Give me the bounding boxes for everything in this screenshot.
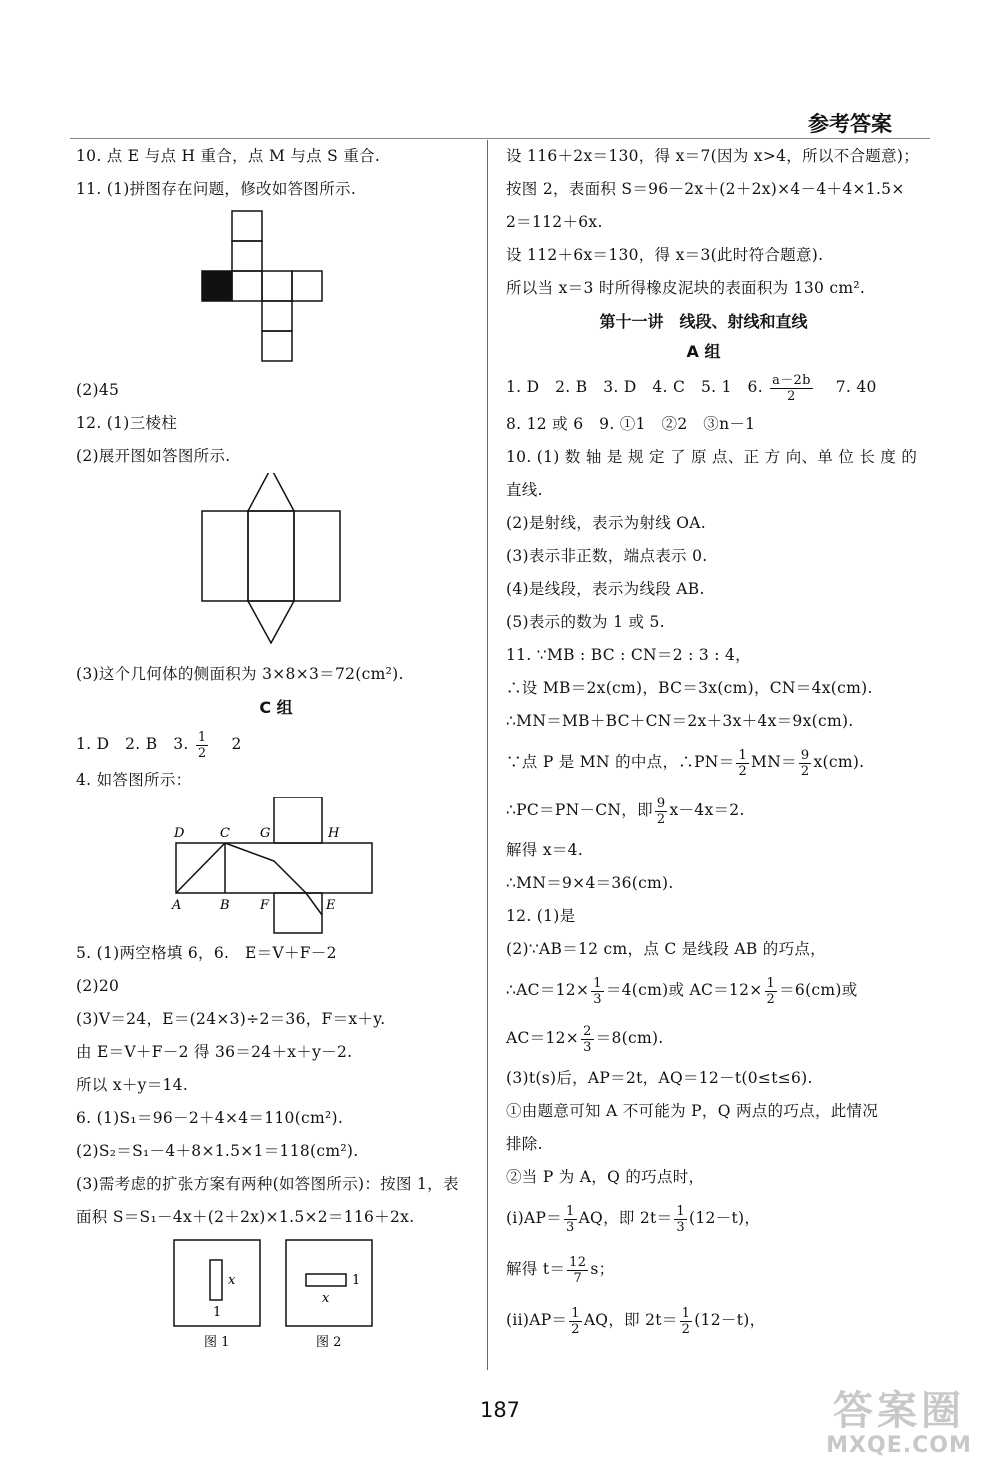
answer-text: x－4x＝2. <box>669 801 745 819</box>
fraction-denominator: 2 <box>656 811 666 827</box>
path-segment <box>176 843 225 893</box>
point-label-e: E <box>326 898 336 913</box>
fraction-numerator: 9 <box>800 747 810 763</box>
answer-line: (2)20 <box>76 977 120 995</box>
answer-line: 12. (1)是 <box>506 907 576 925</box>
fig2-rect <box>306 1274 346 1286</box>
answer-line: ∴MN＝9×4＝36(cm). <box>506 874 674 892</box>
answer-line: 5. (1)两空格填 6，6. E＝V＋F－2 <box>76 944 337 962</box>
net-bottom-face <box>274 893 322 933</box>
answer-text: (12－t)， <box>694 1311 766 1329</box>
answer-line: 所以当 x＝3 时所得橡皮泥块的表面积为 130 cm². <box>506 279 866 297</box>
group-title: A 组 <box>686 342 721 361</box>
net-square-filled <box>202 271 232 301</box>
watermark-url: MXQE.COM <box>826 1433 972 1458</box>
answer-text: (i)AP＝ <box>506 1209 562 1227</box>
group-title: C 组 <box>259 698 293 717</box>
fraction-numerator: 1 <box>738 747 748 763</box>
prism-net-svg <box>76 473 476 658</box>
fraction-denominator: 2 <box>197 745 207 761</box>
fraction-numerator: a－2b <box>772 372 811 388</box>
answer-line: (4)是线段，表示为线段 AB. <box>506 580 705 598</box>
figure-prism-net <box>76 473 476 658</box>
fraction-numerator: 9 <box>656 795 666 811</box>
fraction <box>569 1306 582 1337</box>
answer-text: 1. D 2. B 3. D 4. C 5. 1 6. <box>506 378 763 396</box>
prism-face <box>202 511 248 601</box>
net-square <box>232 241 262 271</box>
answer-line: (2)∵AB＝12 cm，点 C 是线段 AB 的巧点， <box>506 940 826 958</box>
fraction <box>655 796 668 827</box>
watermark-logo <box>824 1389 974 1458</box>
answer-text: ＝6(cm)或 <box>779 981 858 999</box>
fraction <box>765 976 778 1007</box>
answer-line: 排除. <box>506 1135 543 1153</box>
answer-line <box>506 786 901 834</box>
answer-line: ∴MN＝MB＋BC＋CN＝2x＋3x＋4x＝9x(cm). <box>506 712 854 730</box>
point-label-d: D <box>174 826 185 841</box>
cube-net-svg <box>76 206 476 374</box>
fraction-numerator: 1 <box>197 729 207 745</box>
answer-line: (3)t(s)后，AP＝2t，AQ＝12－t(0≤t≤6). <box>506 1069 813 1087</box>
answer-line <box>506 1296 901 1344</box>
fig2-label-1: 1 <box>352 1273 361 1288</box>
answer-line: (2)展开图如答图所示. <box>76 447 231 465</box>
answer-line: (3)V＝24，E＝(24×3)÷2＝36，F＝x＋y. <box>76 1010 386 1028</box>
fraction <box>196 730 209 761</box>
fraction-numerator: 1 <box>593 975 602 991</box>
answer-line: 10. (1) 数 轴 是 规 定 了 原 点、正 方 向、单 位 长 度 的 <box>506 448 918 466</box>
net-square <box>262 301 292 331</box>
header-rule <box>70 138 930 139</box>
answer-text: (ii)AP＝ <box>506 1311 568 1329</box>
fraction-numerator: 12 <box>569 1254 587 1270</box>
figure-expansion-options <box>76 1234 476 1354</box>
lecture-title: 第十一讲 线段、射线和直线 <box>599 312 808 331</box>
answer-text: AQ，即 2t＝ <box>578 1209 673 1227</box>
right-column <box>506 140 920 1344</box>
point-label-g: G <box>260 826 271 841</box>
answer-line: (3)这个几何体的侧面积为 3×8×3＝72(cm²). <box>76 665 404 683</box>
net-square <box>262 331 292 361</box>
fraction-denominator: 3 <box>565 1219 575 1235</box>
fig2-label-x: x <box>322 1291 330 1306</box>
fraction-denominator: 2 <box>787 388 796 404</box>
expansion-svg <box>76 1234 476 1354</box>
answer-line: 面积 S＝S₁－4x＋(2＋2x)×1.5×2＝116＋2x. <box>76 1208 415 1226</box>
answer-line: 由 E＝V＋F－2 得 36＝24＋x＋y－2. <box>76 1043 353 1061</box>
net-square <box>292 271 322 301</box>
fraction <box>680 1306 693 1337</box>
fraction-denominator: 2 <box>571 1321 580 1337</box>
prism-triangle-top <box>248 473 294 511</box>
point-label-a: A <box>172 898 182 913</box>
answer-text: 1. D 2. B 3. <box>76 735 189 753</box>
fraction-denominator: 2 <box>800 763 810 779</box>
answer-text: MN＝ <box>751 753 797 771</box>
fraction <box>799 748 812 779</box>
answer-line <box>506 1014 901 1062</box>
answer-line: 4. 如答图所示： <box>76 771 192 789</box>
answer-line: 设 116＋2x＝130，得 x＝7(因为 x>4，所以不合题意)； <box>506 147 920 165</box>
left-column <box>76 140 476 1354</box>
fraction-numerator: 1 <box>766 975 776 991</box>
answer-text: ∴AC＝12× <box>506 981 590 999</box>
answer-line: 11. ∵MB : BC : CN＝2 : 3 : 4， <box>506 646 751 664</box>
answer-line: ①由题意可知 A 不可能为 P，Q 两点的巧点，此情况 <box>506 1102 879 1120</box>
fig1-rect <box>210 1260 222 1300</box>
answer-text: 2 <box>215 735 242 753</box>
answer-text: 7. 40 <box>819 378 877 396</box>
fraction <box>674 1204 687 1235</box>
answer-text: AQ，即 2t＝ <box>583 1311 678 1329</box>
fraction <box>591 976 604 1007</box>
prism-triangle-bottom <box>248 601 294 643</box>
page-number: 187 <box>479 1398 521 1422</box>
point-label-b: B <box>220 898 230 913</box>
answer-text: ＝4(cm)或 AC＝12× <box>605 981 763 999</box>
net-strip <box>176 843 372 893</box>
net-square <box>262 271 292 301</box>
answer-line: 8. 12 或 6 9. ①1 ②2 ③n－1 <box>506 415 756 433</box>
answer-text: 解得 t＝ <box>506 1260 566 1278</box>
figure-labeled-net <box>76 797 476 937</box>
answer-line <box>506 1242 901 1296</box>
answer-line: (3)表示非正数，端点表示 0. <box>506 547 708 565</box>
fraction <box>736 748 749 779</box>
answer-line <box>506 738 901 786</box>
answer-text: x(cm). <box>813 753 865 771</box>
answer-line: 按图 2，表面积 S＝96－2x＋(2＋2x)×4－4＋4×1.5× <box>506 180 905 198</box>
fig1-caption: 图 1 <box>204 1335 230 1350</box>
prism-face <box>248 511 294 601</box>
answer-line <box>506 1194 901 1242</box>
fraction-denominator: 3 <box>676 1219 685 1235</box>
fig1-label-x: x <box>228 1273 236 1288</box>
fig2-caption: 图 2 <box>316 1335 342 1350</box>
answer-line: (2)是射线，表示为射线 OA. <box>506 514 707 532</box>
fig1-label-1: 1 <box>213 1305 222 1320</box>
answer-line: 10. 点 E 与点 H 重合，点 M 与点 S 重合. <box>76 147 381 165</box>
net-top-face <box>274 797 322 843</box>
page-header-title: 参考答案 <box>808 112 892 136</box>
answer-line: 解得 x＝4. <box>506 841 584 859</box>
answer-text: s； <box>590 1260 615 1278</box>
answer-text: ＝8(cm). <box>595 1029 664 1047</box>
fraction-denominator: 2 <box>738 763 748 779</box>
fraction <box>770 373 813 404</box>
answer-text: ∴PC＝PN－CN，即 <box>506 801 653 819</box>
answer-line <box>76 724 476 764</box>
fraction <box>581 1024 594 1055</box>
answer-line <box>506 366 901 408</box>
fraction-numerator: 2 <box>583 1023 592 1039</box>
fraction-denominator: 2 <box>766 991 776 1007</box>
answer-line: (2)S₂＝S₁－4＋8×1.5×1＝118(cm²). <box>76 1142 359 1160</box>
fraction-numerator: 1 <box>571 1305 580 1321</box>
answer-line: 2＝112＋6x. <box>506 213 603 231</box>
fraction-denominator: 3 <box>583 1039 592 1055</box>
fraction-numerator: 1 <box>565 1203 575 1219</box>
answer-line: 直线. <box>506 481 543 499</box>
fraction-denominator: 7 <box>573 1270 583 1286</box>
fraction-denominator: 2 <box>681 1321 691 1337</box>
fraction <box>567 1255 588 1286</box>
point-label-h: H <box>328 826 340 841</box>
fraction-numerator: 1 <box>681 1305 691 1321</box>
answer-line: (3)需考虑的扩张方案有两种(如答图所示)：按图 1，表 <box>76 1175 459 1193</box>
point-label-f: F <box>260 898 270 913</box>
answer-line: (2)45 <box>76 381 120 399</box>
answer-text: AC＝12× <box>506 1029 580 1047</box>
fraction <box>564 1204 577 1235</box>
prism-face <box>294 511 340 601</box>
net-square <box>232 271 262 301</box>
column-divider <box>487 140 488 1370</box>
answer-text: ∵点 P 是 MN 的中点，∴PN＝ <box>506 753 735 771</box>
answer-line: 11. (1)拼图存在问题，修改如答图所示. <box>76 180 357 198</box>
answer-line: ②当 P 为 A，Q 的巧点时， <box>506 1168 705 1186</box>
answer-line: 设 112＋6x＝130，得 x＝3(此时符合题意). <box>506 246 824 264</box>
net-square <box>232 211 262 241</box>
figure-cube-net <box>76 206 476 374</box>
answer-line <box>506 966 901 1014</box>
answer-line: (5)表示的数为 1 或 5. <box>506 613 665 631</box>
answer-line: ∴设 MB＝2x(cm)，BC＝3x(cm)，CN＝4x(cm). <box>506 679 873 697</box>
fraction-numerator: 1 <box>676 1203 685 1219</box>
answer-text: (12－t)， <box>688 1209 761 1227</box>
labeled-net-svg <box>76 797 476 937</box>
answer-line: 12. (1)三棱柱 <box>76 414 178 432</box>
answer-line: 6. (1)S₁＝96－2＋4×4＝110(cm²). <box>76 1109 344 1127</box>
fraction-denominator: 3 <box>593 991 602 1007</box>
point-label-c: C <box>220 826 230 841</box>
answer-line: 所以 x＋y＝14. <box>76 1076 189 1094</box>
watermark-mark: 答案圈 <box>833 1388 965 1434</box>
